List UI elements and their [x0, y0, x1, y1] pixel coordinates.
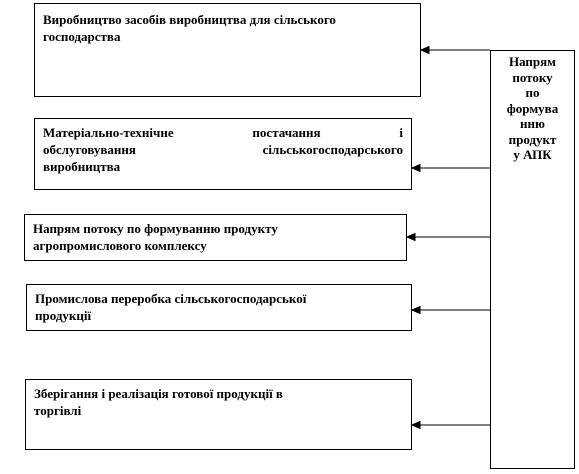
flow-box-2-line-2: обслуговування сільськогосподарського: [43, 142, 403, 157]
flow-box-1: [34, 3, 421, 97]
flow-box-3-line-2: агропромислового комплексу: [33, 238, 207, 253]
side-box-line-1: Напрям: [508, 54, 557, 69]
flow-box-5: [25, 379, 412, 450]
arrow-5-head: [412, 422, 420, 429]
flow-box-1-line-1: Виробництво засобів виробництва для сільського: [43, 12, 336, 27]
flow-box-3-line-1: Напрям потоку по формуванню продукту: [33, 221, 278, 236]
side-box-line-5: нню: [520, 116, 545, 131]
flow-box-4-line-2: продукції: [35, 308, 92, 323]
flow-box-2: [34, 118, 412, 190]
flow-box-2-line-1: Матеріально-технічне постачання і: [43, 125, 403, 140]
flow-box-5-line-1: Зберігання і реалізація готової продукції в: [34, 386, 283, 401]
arrow-3-head: [407, 234, 415, 241]
arrow-1-head: [421, 47, 429, 54]
side-box: [490, 50, 575, 469]
flow-box-3: [24, 214, 407, 261]
side-box-line-7: у АПК: [513, 147, 552, 162]
flow-box-2-line-3: виробництва: [43, 159, 121, 174]
side-box-line-6: продукт: [508, 131, 557, 147]
arrow-4-head: [412, 307, 420, 314]
arrow-2-head: [412, 165, 420, 172]
flow-box-5-line-2: торгівлі: [34, 403, 82, 418]
side-box-line-2: потоку: [512, 69, 553, 85]
side-box-line-3: по: [525, 85, 540, 100]
flow-box-4-line-1: Промислова переробка сільськогосподарської: [35, 291, 307, 306]
flow-box-4: [26, 284, 412, 331]
flow-box-1-line-2: господарства: [43, 29, 121, 44]
side-box-line-4: формува: [506, 100, 559, 116]
